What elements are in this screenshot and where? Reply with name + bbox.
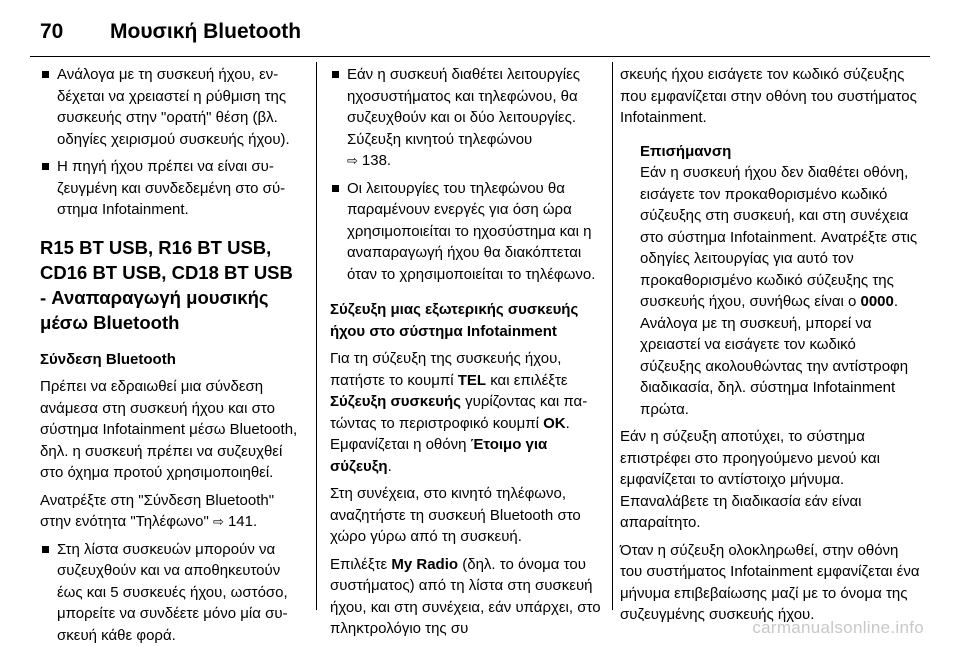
tel-button-label: TEL	[458, 372, 486, 389]
paragraph-text: . Ανάλογα με τη συσκευή, μπορεί να χρειαστεί να εισάγετε τον κωδικό σύζευξης ακολουθώντας την αντίστροφη διαδικασία, δηλ. σύστημα Infotainment πρώτα.	[640, 293, 908, 418]
column-divider-1	[316, 62, 317, 610]
bullet-square-icon	[332, 185, 339, 192]
paragraph-text: Εάν η συσκευή ήχου δεν διαθέτει οθόνη, εισάγετε τον προκαθορισμένο κωδικό σύζευξης στη συσκευή, και στη συνέχεια στο σύστημα Infotainment. Ανατρέξτε στις οδηγίες λειτουργίας για αυτό τον προκαθορισμένο κωδικό σύζευξης της συσκευής ήχου, συνήθως είναι ο	[640, 164, 917, 310]
paragraph-text: Για τη σύζευξη της συσκευής ήχου, πατήστε το κουμπί	[330, 350, 561, 389]
menu-item-label: Σύζευξη συσκευής	[330, 393, 461, 410]
bullet-text: Εάν η συσκευή διαθέτει λειτουργίες ηχοσυστήματος και τηλεφώνου, θα συζευχθούν και οι δύο λειτουργίες. Σύζευξη κινητού τηλεφώνου	[347, 66, 580, 148]
bullet-text: Ανάλογα με τη συσκευή ήχου, ενδέχεται να χρειαστεί η ρύθμιση της συσκευής στην "ορατή" θέση (βλ. οδηγίες χειρισμού συσκευής ήχου).	[57, 66, 290, 148]
page-ref-arrow-icon: ⇨	[213, 514, 224, 529]
paragraph-text: και επιλέξτε	[490, 372, 567, 389]
paragraph: Πρέπει να εδραιωθεί μια σύνδεση ανάμεσα στη συσκευή ήχου και στο σύστημα Infotainment μέσω Bluetooth, δηλ. η συσκευή πρέπει να συζευχθεί στο όχημα προτού χρησιμοποιηθεί.	[40, 376, 302, 484]
paragraph-text: γυρίζοντας και πατώντας το περιστροφικό κουμπί	[330, 393, 587, 432]
page-title: Μουσική Bluetooth	[110, 20, 301, 44]
header-rule	[30, 56, 930, 57]
column-1	[40, 64, 302, 614]
paragraph-text: Επιλέξτε	[330, 556, 387, 573]
note-title: Επισήμανση	[640, 141, 920, 163]
page-ref-arrow-icon: ⇨	[347, 153, 358, 168]
section-heading: R15 BT USB, R16 BT USB, CD16 BT USB, CD18 BT USB - Αναπαραγωγή μουσικής μέσω Bluetooth	[40, 235, 302, 335]
paragraph-text: . Εμφανίζεται η οθόνη	[330, 415, 570, 454]
paragraph-text: .	[388, 458, 392, 475]
paragraph-text: Ανατρέξτε στη "Σύνδεση Bluetooth" στην ενότητα "Τηλέφωνο"	[40, 492, 274, 531]
bullet-text: Οι λειτουργίες του τηλεφώνου θα παραμένουν ενεργές για όση ώρα χρησιμοποιείται το ηχοσύστημα και η αναπαραγωγή ήχου θα διακόπτεται όταν το χρησιμοποιείται το τηλέφωνο.	[347, 180, 595, 283]
bullet-square-icon	[332, 71, 339, 78]
page-reference: 141.	[228, 513, 257, 530]
watermark: carmanualsonline.info	[752, 618, 924, 638]
page-number: 70	[40, 20, 63, 44]
bullet-item	[330, 178, 602, 286]
paragraph: Στη συνέχεια, στο κινητό τηλέφωνο, αναζητήστε τη συσκευή Bluetooth στο χώρο γύρω από τη συσκευή.	[330, 483, 602, 548]
default-code: 0000	[861, 293, 894, 310]
paragraph	[40, 490, 302, 533]
bullet-item	[330, 64, 602, 172]
bullet-square-icon	[42, 71, 49, 78]
paragraph: σκευής ήχου εισάγετε τον κωδικό σύζευξης που εμφανίζεται στην οθόνη του συστήματος Infotainment.	[620, 64, 920, 129]
screen-name-label: Έτοιμο για σύζευξη	[330, 436, 547, 475]
system-name-label: My Radio	[391, 556, 458, 573]
subsection-heading: Σύζευξη μιας εξωτερικής συσκευής ήχου στο σύστημα Infotainment	[330, 299, 602, 342]
paragraph: Εάν η σύζευξη αποτύχει, το σύστημα επιστρέφει στο προηγούμενο μενού και εμφανίζεται το αντίστοιχο μήνυμα. Επαναλάβετε τη διαδικασία εάν είναι απαραίτητο.	[620, 426, 920, 534]
bullet-item	[40, 539, 302, 646]
bullet-item	[40, 64, 302, 150]
column-2	[330, 64, 602, 614]
paragraph-text: (δηλ. το όνομα του συστήματος) από τη λίστα στη συσκευή ήχου, και στη συνέχεια, εάν υπάρχει, στο πληκτρολόγιο της συ	[330, 556, 601, 638]
paragraph	[330, 554, 602, 640]
ok-button-label: OK	[543, 415, 566, 432]
subsection-heading: Σύνδεση Bluetooth	[40, 349, 302, 371]
note-box	[620, 141, 920, 421]
bullet-square-icon	[42, 546, 49, 553]
column-divider-2	[612, 62, 613, 610]
paragraph	[330, 348, 602, 477]
note-text	[640, 162, 920, 420]
bullet-text: Στη λίστα συσκευών μπορούν να συζευχθούν και να αποθηκευτούν έως και 5 συσκευές ήχου, ωστόσο, μπορείτε να συνδέετε μόνο μία συσκευή κάθε φορά.	[57, 541, 288, 644]
paragraph: Όταν η σύζευξη ολοκληρωθεί, στην οθόνη του συστήματος Infotainment εμφανίζεται ένα μήνυμα επιβεβαίωσης μαζί με το όνομα της συζευγμένης συσκευής ήχου.	[620, 540, 920, 626]
bullet-square-icon	[42, 163, 49, 170]
bullet-text: Η πηγή ήχου πρέπει να είναι συζευγμένη και συνδεδεμένη στο σύστημα Infotainment.	[57, 158, 285, 218]
page-header	[30, 16, 930, 48]
page-reference: 138.	[362, 152, 391, 169]
column-3	[620, 64, 920, 614]
bullet-item	[40, 156, 302, 221]
